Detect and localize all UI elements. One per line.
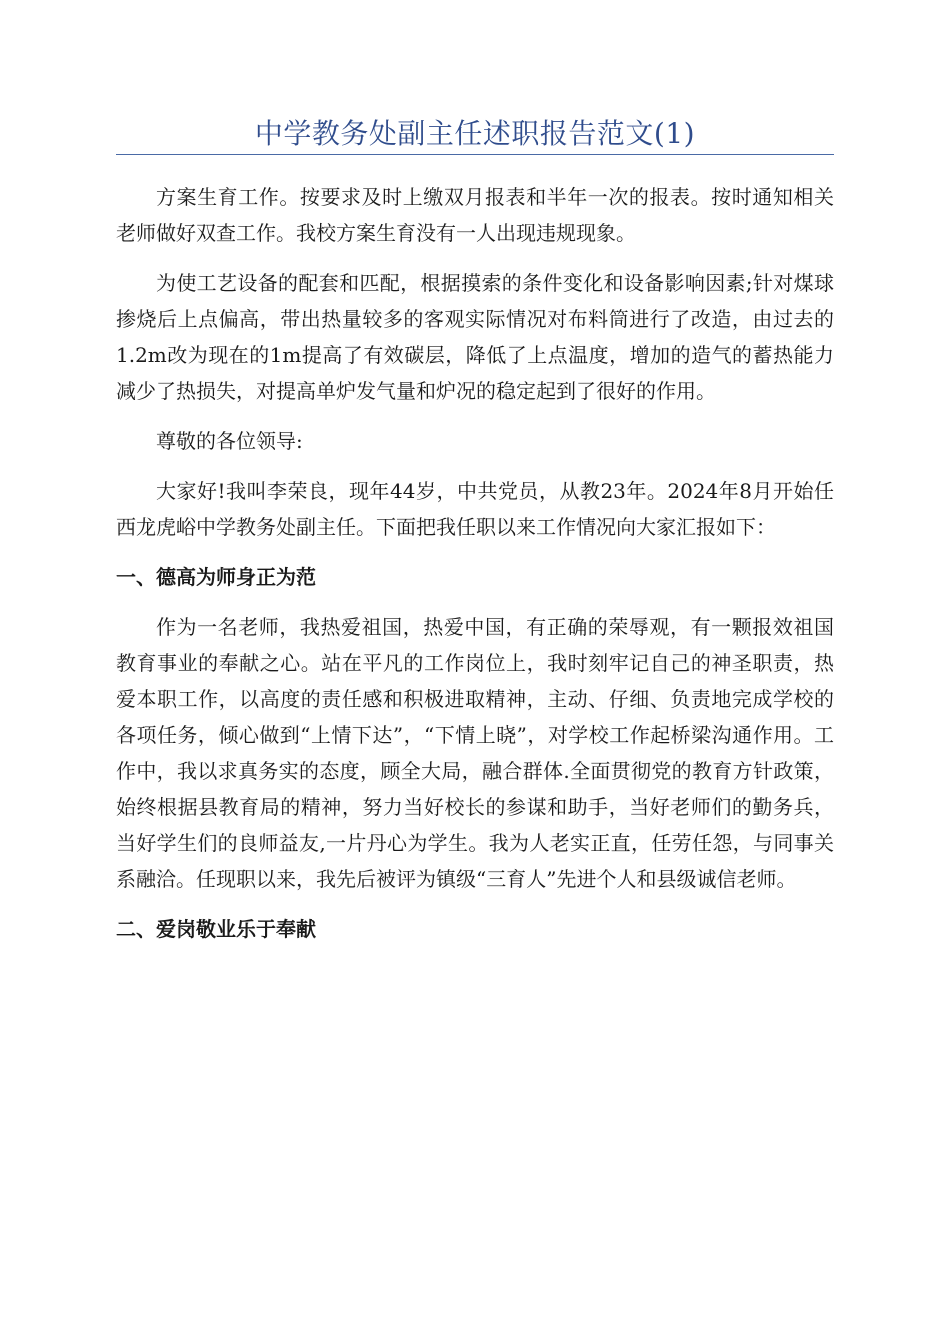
document-page bbox=[116, 0, 834, 961]
document-title: 中学教务处副主任述职报告范文(1) bbox=[254, 117, 696, 150]
paragraph-section-1: 作为一名老师，我热爱祖国，热爱中国，有正确的荣辱观，有一颗报效祖国教育事业的奉献之心。站在平凡的工作岗位上，我时刻牢记自己的神圣职责，热爱本职工作，以高度的责任感和积极进取精神，主动、仔细、负责地完成学校的各项任务，倾心做到“上情下达”，“下情上晓”，对学校工作起桥梁沟通作用。工作中，我以求真务实的态度，顾全大局，融合群体.全面贯彻党的教育方针政策，始终根据县教育局的精神，努力当好校长的参谋和助手，当好老师们的勤务兵，当好学生们的良师益友,一片丹心为学生。我为人老实正直，任劳任怨，与同事关系融洽。任现职以来，我先后被评为镇级“三育人”先进个人和县级诚信老师。 bbox=[116, 615, 834, 891]
paragraph-family-planning: 方案生育工作。按要求及时上缴双月报表和半年一次的报表。按时通知相关老师做好双查工作。我校方案生育没有一人出现违规现象。 bbox=[116, 185, 834, 245]
section-heading-1: 一、德高为师身正为范 bbox=[116, 565, 316, 589]
paragraph-introduction: 大家好!我叫李荣良，现年44岁，中共党员，从教23年。2024年8月开始任西龙虎峪中学教务处副主任。下面把我任职以来工作情况向大家汇报如下： bbox=[116, 479, 834, 539]
paragraph-equipment: 为使工艺设备的配套和匹配，根据摸索的条件变化和设备影响因素;针对煤球掺烧后上点偏高，带出热量较多的客观实际情况对布料筒进行了改造，由过去的1.2m改为现在的1m提高了有效碳层，降低了上点温度，增加的造气的蓄热能力减少了热损失，对提高单炉发气量和炉况的稳定起到了很好的作用。 bbox=[116, 271, 834, 403]
title-underline bbox=[116, 154, 834, 155]
paragraph-salutation: 尊敬的各位领导: bbox=[156, 429, 303, 453]
document-body bbox=[116, 179, 834, 947]
section-heading-2: 二、爱岗敬业乐于奉献 bbox=[116, 917, 316, 941]
